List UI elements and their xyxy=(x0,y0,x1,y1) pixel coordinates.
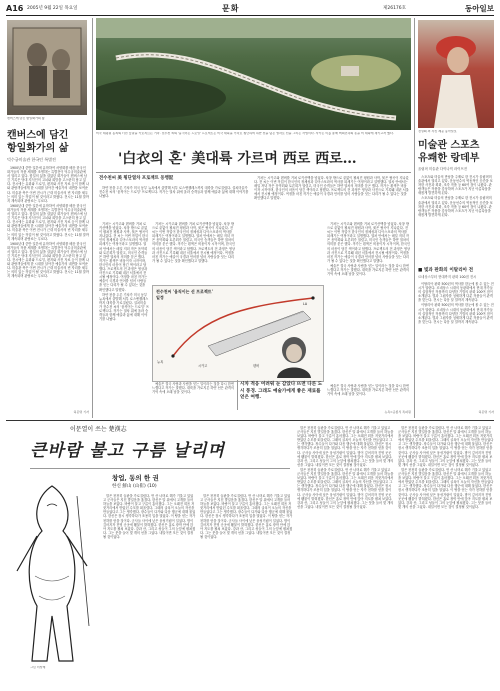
right-subarticle-title: ■ 빛과 판화의 이탈리아 전 xyxy=(418,268,474,273)
left-headline-line1: 캔버스에 담긴 xyxy=(7,130,69,141)
right-headline-line1: 미술관 스포츠 xyxy=(418,140,480,151)
route-map-title: 전수천씨 '움직이는 선 프로젝트' 일정 xyxy=(156,289,213,300)
right-subarticle-text: 이탈리아 판화 500년의 역사를 한눈에 볼 수 있는 전시가 열린다. 르네상스 시대의 동판화에서 현대 작가들의 실험적인 작품까지 다양한 기법의 판화 100여 점이 소개된다. 빛과 그림자를 섬세하게 다룬 작품들이 관객을 맞는다. 전시는 다음 달 말까지 계속된다. xyxy=(418,282,494,303)
serial-body-col1 xyxy=(103,494,196,684)
left-body-text: 1900년대 중반 일본에 유학하여 서양화를 배운 한국인 화가들의 작품 세계를 조명하는 특별전이 덕수궁미술관에서 열리고 있다. 항일의 삶을 살았던 화가들이 캔버스에 남긴 기록은 당대 지식인의 고뇌와 희망을 고스란히 담고 있다. 전시에는 유화와 드로잉, 편지와 사진 자료 등이 함께 나와 관람객들에게 한 시대를 살아간 예술가의 내면을 보여준다. 미술관 측은 이번 전시가 근대 미술사의 빈 자리를 채우는 의미 있는 작업이 될 것이라고 밝혔다. 전시는 11월 말까지 계속되며 관람료는 무료다. xyxy=(7,166,89,203)
right-body-text: 스포츠와 미술의 만남을 주제로 한 전시가 올림픽미술관에서 열리고 있다. 운동선수의 역동적인 순간을 포착한 사진과 회화, 조각 작품 등 60여 점이 나왔다. 관람객들은 작품을 감상하며 스포츠가 지닌 아름다움을 새롭게 발견하게 된다. xyxy=(418,175,493,196)
serial-text-3: 말은 천천히 들판을 가로질렀다. 먼 산 너머로 해가 기울고 있었고 군사들은 지친 발걸음을 옮겼다. 한신은 말 위에서 고개를 들어 하늘을 보았다. 바람이 불고 구름이 흩어졌다. 그는 오래전 회음 저잣거리에서 받았던 수모를 떠올렸다. 그때의 굴욕이 오늘의 자신을 만들었다고 그는 생각했다. 장수들이 다가와 다음 행군에 대해 물었다. 한신은 잠시 생각하다가 조용히 입을 열었다. 이 땅을 얻는 자가 천하를 얻을 것이다. 군사들 사이에 낮은 웅성거림이 일었다. 밤이 깊어지자 진영 곳곳에 횃불이 밝혀졌다. 한신은 홀로 장막 안에 앉아 지도를 펼쳐 보았다. 강과 산, 그리고 성들이 그의 눈앞에 펼쳐졌다. 그는 붓을 들어 몇 개의 선을 그었다. 내일이면 모든 것이 결정될 것이었다. xyxy=(297,426,394,467)
right-headline-line2: 유쾌한 랑데부 xyxy=(418,153,480,164)
artist-portrait xyxy=(271,334,317,378)
serial-text-4: 말은 천천히 들판을 가로질렀다. 먼 산 너머로 해가 기울고 있었고 군사들은 지친 발걸음을 옮겼다. 한신은 말 위에서 고개를 들어 하늘을 보았다. 바람이 불고 구름이 흩어졌다. 그는 오래전 회음 저잣거리에서 받았던 수모를 떠올렸다. 그때의 굴욕이 오늘의 자신을 만들었다고 그는 생각했다. 장수들이 다가와 다음 행군에 대해 물었다. 한신은 잠시 생각하다가 조용히 입을 열었다. 이 땅을 얻는 자가 천하를 얻을 것이다. 군사들 사이에 낮은 웅성거림이 일었다. 밤이 깊어지자 진영 곳곳에 횃불이 밝혀졌다. 한신은 홀로 장막 안에 앉아 지도를 펼쳐 보았다. 강과 산, 그리고 성들이 그의 눈앞에 펼쳐졌다. 그는 붓을 들어 몇 개의 선을 그었다. 내일이면 모든 것이 결정될 것이었다. xyxy=(398,426,494,467)
page-number: A16 xyxy=(6,4,24,13)
main-lead-right xyxy=(254,176,409,216)
serial-text-3b: 말은 천천히 들판을 가로질렀다. 먼 산 너머로 해가 기울고 있었고 군사들은 지친 발걸음을 옮겼다. 한신은 말 위에서 고개를 들어 하늘을 보았다. 바람이 불고 구름이 흩어졌다. 그는 오래전 회음 저잣거리에서 받았던 수모를 떠올렸다. 그때의 굴욕이 오늘의 자신을 만들었다고 그는 생각했다. 장수들이 다가와 다음 행군에 대해 물었다. 한신은 잠시 생각하다가 조용히 입을 열었다. 이 땅을 얻는 자가 천하를 얻을 것이다. 군사들 사이에 낮은 웅성거림이 일었다. 밤이 깊어지자 진영 곳곳에 횃불이 밝혀졌다. 한신은 홀로 장막 안에 앉아 지도를 펼쳐 보았다. 강과 산, 그리고 성들이 그의 눈앞에 펼쳐졌다. 그는 붓을 들어 몇 개의 선을 그었다. 내일이면 모든 것이 결정될 것이었다. xyxy=(297,467,394,509)
serial-text-2: 말은 천천히 들판을 가로질렀다. 먼 산 너머로 해가 기울고 있었고 군사들은 지친 발걸음을 옮겼다. 한신은 말 위에서 고개를 들어 하늘을 보았다. 바람이 불고 구름이 흩어졌다. 그는 오래전 회음 저잣거리에서 받았던 수모를 떠올렸다. 그때의 굴욕이 오늘의 자신을 만들었다고 그는 생각했다. 장수들이 다가와 다음 행군에 대해 물었다. 한신은 잠시 생각하다가 조용히 입을 열었다. 이 땅을 얻는 자가 천하를 얻을 것이다. 군사들 사이에 낮은 웅성거림이 일었다. 밤이 깊어지자 진영 곳곳에 횃불이 밝혀졌다. 한신은 홀로 장막 안에 앉아 지도를 펼쳐 보았다. 강과 산, 그리고 성들이 그의 눈앞에 펼쳐졌다. 그는 붓을 들어 몇 개의 선을 그었다. 내일이면 모든 것이 결정될 것이었다. xyxy=(200,494,293,539)
main-body-col3 xyxy=(152,382,234,410)
right-body-text-2: 스포츠와 미술의 만남을 주제로 한 전시가 올림픽미술관에서 열리고 있다. 운동선수의 역동적인 순간을 포착한 사진과 회화, 조각 작품 등 60여 점이 나왔다. 관람객들은 작품을 감상하며 스포츠가 지닌 아름다움을 새롭게 발견하게 된다. xyxy=(418,196,493,217)
serial-body-col3 xyxy=(297,426,394,684)
serial-episode: 한신 鮮山 (山崔) (10) xyxy=(112,484,157,489)
right-body xyxy=(418,175,494,265)
left-photo-caption: 캔버스에 담긴 항일화가의 삶 xyxy=(7,117,45,120)
issue-date: 2005년 9월 22일 목요일 xyxy=(27,6,78,11)
masthead-rule xyxy=(6,15,494,16)
issue-number: 제26176호 xyxy=(383,6,407,11)
serial-text-1: 말은 천천히 들판을 가로질렀다. 먼 산 너머로 해가 기울고 있었고 군사들은 지친 발걸음을 옮겼다. 한신은 말 위에서 고개를 들어 하늘을 보았다. 바람이 불고 구름이 흩어졌다. 그는 오래전 회음 저잣거리에서 받았던 수모를 떠올렸다. 그때의 굴욕이 오늘의 자신을 만들었다고 그는 생각했다. 장수들이 다가와 다음 행군에 대해 물었다. 한신은 잠시 생각하다가 조용히 입을 열었다. 이 땅을 얻는 자가 천하를 얻을 것이다. 군사들 사이에 낮은 웅성거림이 일었다. 밤이 깊어지자 진영 곳곳에 횃불이 밝혀졌다. 한신은 홀로 장막 안에 앉아 지도를 펼쳐 보았다. 강과 산, 그리고 성들이 그의 눈앞에 펼쳐졌다. 그는 붓을 들어 몇 개의 선을 그었다. 내일이면 모든 것이 결정될 것이었다. xyxy=(103,494,196,539)
train-photo xyxy=(96,18,411,130)
right-headline xyxy=(418,139,496,165)
map-city-denver: 덴버 xyxy=(253,364,260,368)
main-headline: '白衣의 혼' 美대륙 가르며 西로 西로… xyxy=(118,151,357,167)
illustration-caption: 그림 이상재 xyxy=(30,666,46,669)
main-body-text-1: 기차는 시카고와 덴버를 거쳐 로키산맥을 넘었다. 차창 밖으로 끝없이 펼쳐진 평원과 사막, 붉은 협곡이 지나갔다. 전 씨는 이번 작업이 한국인의 정체성과 디아스포라의 역사를 되새기는 여정이라고 설명했다. 열차 안에서는 매일 저녁 작은 음악회와 토론회가 열렸고, 미국인 승객들은 하얀 열차의 의미를 묻곤 했다. 작가는 흰색은 비움이자 시작이며, 한국인의 마음이 담긴 색이라고 답했다. 프로젝트의 전 과정은 영상과 사진으로 기록돼 내년 서울에서 전시될 예정이다. 여정을 마친 작가는 예술이 국경과 언어를 넘어 사람들을 잇는 다리가 될 수 있다는 것을 확인했다고 말했다. xyxy=(99,222,149,292)
masthead xyxy=(6,4,494,14)
main-subheadline: 전수천씨 美 횡단열차 프로젝트 동행記 xyxy=(99,176,174,181)
headline-rule xyxy=(96,172,411,173)
main-quote: 시차 적응 어려워 눈 감았다 뜨면 다른 도시 풍경. 그래도 예술가에게 좋은 재료를 얻은 여행. xyxy=(240,382,323,400)
main-lead-right-text: 기차는 시카고와 덴버를 거쳐 로키산맥을 넘었다. 차창 밖으로 끝없이 펼쳐진 평원과 사막, 붉은 협곡이 지나갔다. 전 씨는 이번 작업이 한국인의 정체성과 디아스포라의 역사를 되새기는 여정이라고 설명했다. 열차 안에서는 매일 저녁 작은 음악회와 토론회가 열렸고, 미국인 승객들은 하얀 열차의 의미를 묻곤 했다. 작가는 흰색은 비움이자 시작이며, 한국인의 마음이 담긴 색이라고 답했다. 프로젝트의 전 과정은 영상과 사진으로 기록돼 내년 서울에서 전시될 예정이다. 여정을 마친 작가는 예술이 국경과 언어를 넘어 사람들을 잇는 다리가 될 수 있다는 것을 확인했다고 말했다. xyxy=(254,176,409,201)
main-body-text-4b: 예술은 결국 사람과 사람을 잇는 일이라는 것을 다시 한번 느꼈다고 작가는 말했다. 대륙을 가로지른 하얀 선은 관객의 기억 속에 오래 남을 것이다. xyxy=(327,263,410,277)
main-lead-text: 하얀 천을 두른 기차가 미국 동부 뉴욕에서 출발해 서부 로스앤젤레스까지 대륙을 가로질렀다. 설치미술가 전수천 씨의 '움직이는 드로잉' 프로젝트다. 작가는 열차 위에 올라 승객들과 함께 예술과 삶에 대해 이야기를 나눴다. xyxy=(99,186,249,199)
right-subarticle-body xyxy=(418,282,494,408)
section-title: 문화 xyxy=(222,4,240,13)
left-body-text-3: 1900년대 중반 일본에 유학하여 서양화를 배운 한국인 화가들의 작품 세계를 조명하는 특별전이 덕수궁미술관에서 열리고 있다. 항일의 삶을 살았던 화가들이 캔버스에 남긴 기록은 당대 지식인의 고뇌와 희망을 고스란히 담고 있다. 전시에는 유화와 드로잉, 편지와 사진 자료 등이 함께 나와 관람객들에게 한 시대를 살아간 예술가의 내면을 보여준다. 미술관 측은 이번 전시가 근대 미술사의 빈 자리를 채우는 의미 있는 작업이 될 것이라고 밝혔다. 전시는 11월 말까지 계속되며 관람료는 무료다. xyxy=(7,241,89,279)
painting-photo xyxy=(7,20,87,115)
main-photo-caption: 미국 대평원 동쪽의 너른 들판을 가로지르는 기차. 전수천 씨의 '움직이는 드로잉' 프로젝트는 미국 대륙을 기차로 횡단하며 하얀 천을 덮은 열차로 선을 그리는 작업이다. 작가는 이를 통해 백의민족의 혼을 미 대륙에 새기고자 했다. xyxy=(96,132,394,135)
main-body-col5 xyxy=(327,384,411,408)
bottom-section-rule xyxy=(6,420,494,421)
main-body-col4 xyxy=(327,222,411,382)
main-body-col1 xyxy=(99,222,149,412)
newspaper-brand: 동아일보 xyxy=(465,4,494,13)
serial-text-4b: 말은 천천히 들판을 가로질렀다. 먼 산 너머로 해가 기울고 있었고 군사들은 지친 발걸음을 옮겼다. 한신은 말 위에서 고개를 들어 하늘을 보았다. 바람이 불고 구름이 흩어졌다. 그는 오래전 회음 저잣거리에서 받았던 수모를 떠올렸다. 그때의 굴욕이 오늘의 자신을 만들었다고 그는 생각했다. 장수들이 다가와 다음 행군에 대해 물었다. 한신은 잠시 생각하다가 조용히 입을 열었다. 이 땅을 얻는 자가 천하를 얻을 것이다. 군사들 사이에 낮은 웅성거림이 일었다. 밤이 깊어지자 진영 곳곳에 횃불이 밝혀졌다. 한신은 홀로 장막 안에 앉아 지도를 펼쳐 보았다. 강과 산, 그리고 성들이 그의 눈앞에 펼쳐졌다. 그는 붓을 들어 몇 개의 선을 그었다. 내일이면 모든 것이 결정될 것이었다. xyxy=(398,467,494,509)
right-subtitle: 올림픽 미술관 다이나믹 라이프전 xyxy=(418,167,468,171)
main-body-col2 xyxy=(152,222,236,282)
main-body-text-3: 예술은 결국 사람과 사람을 잇는 일이라는 것을 다시 한번 느꼈다고 작가는 말했다. 대륙을 가로지른 하얀 선은 관객의 기억 속에 오래 남을 것이다. xyxy=(152,382,234,395)
main-body-text-1b: 하얀 천을 두른 기차가 미국 동부 뉴욕에서 출발해 서부 로스앤젤레스까지 대륙을 가로질렀다. 설치미술가 전수천 씨의 '움직이는 드로잉' 프로젝트다. 작가는 열차 위에 올라 승객들과 함께 예술과 삶에 대해 이야기를 나눴다. xyxy=(99,292,149,322)
painting-illustration xyxy=(7,20,87,115)
athlete-photo xyxy=(418,20,494,128)
column-divider-left xyxy=(92,18,93,418)
left-byline: 허문명 기자 xyxy=(73,410,89,414)
map-city-chicago: 시카고 xyxy=(198,364,208,368)
map-city-la: LA xyxy=(303,302,308,306)
left-headline xyxy=(7,129,89,155)
main-body-text-2: 기차는 시카고와 덴버를 거쳐 로키산맥을 넘었다. 차창 밖으로 끝없이 펼쳐진 평원과 사막, 붉은 협곡이 지나갔다. 전 씨는 이번 작업이 한국인의 정체성과 디아스포라의 역사를 되새기는 여정이라고 설명했다. 열차 안에서는 매일 저녁 작은 음악회와 토론회가 열렸고, 미국인 승객들은 하얀 열차의 의미를 묻곤 했다. 작가는 흰색은 비움이자 시작이며, 한국인의 마음이 담긴 색이라고 답했다. 프로젝트의 전 과정은 영상과 사진으로 기록돼 내년 서울에서 전시될 예정이다. 여정을 마친 작가는 예술이 국경과 언어를 넘어 사람들을 잇는 다리가 될 수 있다는 것을 확인했다고 말했다. xyxy=(152,222,236,263)
left-subtitle: 덕수궁미술관 한국인 특별전 xyxy=(7,157,56,162)
main-body-text-5: 예술은 결국 사람과 사람을 잇는 일이라는 것을 다시 한번 느꼈다고 작가는 말했다. 대륙을 가로지른 하얀 선은 관객의 기억 속에 오래 남을 것이다. xyxy=(327,384,410,397)
serial-rule xyxy=(30,468,290,469)
column-divider-right xyxy=(414,18,415,418)
right-photo-caption: 전성희 씨 사진 제공 동아일보 xyxy=(418,130,457,133)
main-body-text-4: 기차는 시카고와 덴버를 거쳐 로키산맥을 넘었다. 차창 밖으로 끝없이 펼쳐진 평원과 사막, 붉은 협곡이 지나갔다. 전 씨는 이번 작업이 한국인의 정체성과 디아스포라의 역사를 되새기는 여정이라고 설명했다. 열차 안에서는 매일 저녁 작은 음악회와 토론회가 열렸고, 미국인 승객들은 하얀 열차의 의미를 묻곤 했다. 작가는 흰색은 비움이자 시작이며, 한국인의 마음이 담긴 색이라고 답했다. 프로젝트의 전 과정은 영상과 사진으로 기록돼 내년 서울에서 전시될 예정이다. 여정을 마친 작가는 예술이 국경과 언어를 넘어 사람들을 잇는 다리가 될 수 있다는 것을 확인했다고 말했다. xyxy=(327,222,411,263)
main-lead xyxy=(99,186,249,216)
right-subarticle-text-2: 이탈리아 판화 500년의 역사를 한눈에 볼 수 있는 전시가 열린다. 르네상스 시대의 동판화에서 현대 작가들의 실험적인 작품까지 다양한 기법의 판화 100여 점이 소개된다. 빛과 그림자를 섬세하게 다룬 작품들이 관객을 맞는다. 전시는 다음 달 말까지 계속된다. xyxy=(418,303,494,324)
serial-chapter: 창업, 동의 한 권 xyxy=(112,474,159,482)
serial-body-col2 xyxy=(200,494,293,684)
right-byline: 허문명 기자 xyxy=(478,410,494,414)
left-body xyxy=(7,166,89,410)
quote-divider xyxy=(237,380,238,410)
warrior-ink-drawing xyxy=(7,476,97,666)
left-headline-line2: 항일화가의 삶 xyxy=(7,143,69,154)
serial-kicker: 이문열이 쓰는 楚漢志 xyxy=(70,426,127,433)
map-city-newyork: 뉴욕 xyxy=(157,360,164,364)
right-subarticle-subtitle: 르네상스부터 현대까지 판화 100점 전시 xyxy=(418,275,477,279)
left-body-text-2: 1900년대 중반 일본에 유학하여 서양화를 배운 한국인 화가들의 작품 세계를 조명하는 특별전이 덕수궁미술관에서 열리고 있다. 항일의 삶을 살았던 화가들이 캔버스에 남긴 기록은 당대 지식인의 고뇌와 희망을 고스란히 담고 있다. 전시에는 유화와 드로잉, 편지와 사진 자료 등이 함께 나와 관람객들에게 한 시대를 살아간 예술가의 내면을 보여준다. 미술관 측은 이번 전시가 근대 미술사의 빈 자리를 채우는 의미 있는 작업이 될 것이라고 밝혔다. 전시는 11월 말까지 계속되며 관람료는 무료다. xyxy=(7,203,89,241)
serial-illustration xyxy=(7,476,97,666)
serial-body-col4 xyxy=(398,426,494,684)
train-landscape xyxy=(96,18,411,130)
serial-title: 큰바람 불고 구름 날리며 xyxy=(30,441,225,461)
main-byline: 뉴욕=공종식 특파원 xyxy=(384,410,411,414)
route-map xyxy=(152,285,324,382)
athlete-illustration xyxy=(418,20,494,128)
